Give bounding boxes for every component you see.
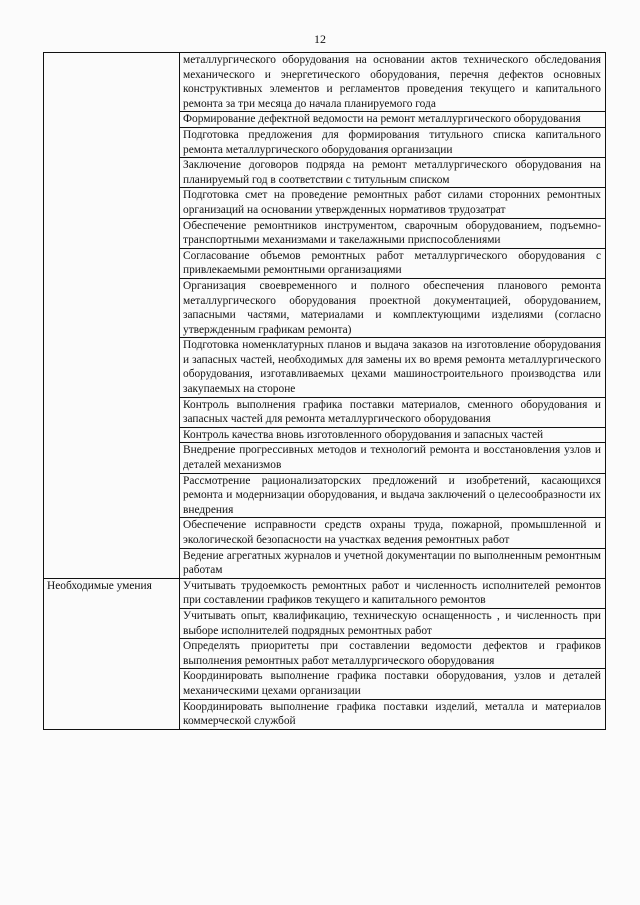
table-row (44, 578, 606, 608)
page-number: 12 (314, 32, 326, 46)
table-cell: Определять приоритеты при составлении ведомости дефектов и графиков выполнения ремонтных работ металлургического оборудования (180, 639, 606, 669)
table-cell: Координировать выполнение графика поставки оборудования, узлов и деталей механическими цехами организации (180, 669, 606, 699)
table-label-cell (44, 53, 180, 579)
requirements-table (43, 52, 606, 730)
table-cell: Ведение агрегатных журналов и учетной документации по выполненным ремонтным работам (180, 548, 606, 578)
table-cell: Учитывать трудоемкость ремонтных работ и численность исполнителей ремонтов при составлении графиков текущего и капитального ремонтов (180, 578, 606, 608)
table-cell: Внедрение прогрессивных методов и технологий ремонта и восстановления узлов и деталей механизмов (180, 443, 606, 473)
table-cell: Контроль выполнения графика поставки материалов, сменного оборудования и запасных частей для ремонта металлургического оборудования (180, 397, 606, 427)
table-cell: Заключение договоров подряда на ремонт металлургического оборудования на планируемый год в соответствии с титульным списком (180, 158, 606, 188)
table-cell: Подготовка предложения для формирования титульного списка капитального ремонта металлургического оборудования организации (180, 127, 606, 157)
table-cell: Подготовка номенклатурных планов и выдача заказов на изготовление оборудования и запасных частей, необходимых для замены их во время ремонта металлургического оборудования, изготавливаемых цехами машиностроительного производства или закупаемых на стороне (180, 338, 606, 397)
table-cell: Формирование дефектной ведомости на ремонт металлургического оборудования (180, 112, 606, 128)
table-label-cell: Необходимые умения (44, 578, 180, 729)
table-row (44, 53, 606, 112)
table-cell: Рассмотрение рационализаторских предложений и изобретений, касающихся ремонта и модернизации оборудования, и выдача заключений о целесообразности их внедрения (180, 473, 606, 518)
table-cell: металлургического оборудования на основании актов технического обследования механического и энергетического оборудования, перечня дефектов основных конструктивных элементов и регламентов проведения текущего и капитального ремонта за три месяца до начала планируемого года (180, 53, 606, 112)
table-cell: Согласование объемов ремонтных работ металлургического оборудования с привлекаемыми ремонтными организациями (180, 248, 606, 278)
table-cell: Контроль качества вновь изготовленного оборудования и запасных частей (180, 427, 606, 443)
table-cell: Обеспечение ремонтников инструментом, сварочным оборудованием, подъемно-транспортными механизмами и такелажными приспособлениями (180, 218, 606, 248)
table-cell: Учитывать опыт, квалификацию, техническую оснащенность , и численность при выборе исполнителей подрядных ремонтных работ (180, 608, 606, 638)
table-cell: Обеспечение исправности средств охраны труда, пожарной, промышленной и экологической безопасности на участках ведения ремонтных работ (180, 518, 606, 548)
table-cell: Подготовка смет на проведение ремонтных работ силами сторонних ремонтных организаций на основании утвержденных нормативов трудозатрат (180, 188, 606, 218)
table-cell: Организация своевременного и полного обеспечения планового ремонта металлургического оборудования проектной документацией, оборудованием, запасными частями, материалами и комплектующими изделиями (согласно утвержденным графикам ремонта) (180, 278, 606, 337)
table-cell: Координировать выполнение графика поставки изделий, металла и материалов коммерческой службой (180, 699, 606, 729)
